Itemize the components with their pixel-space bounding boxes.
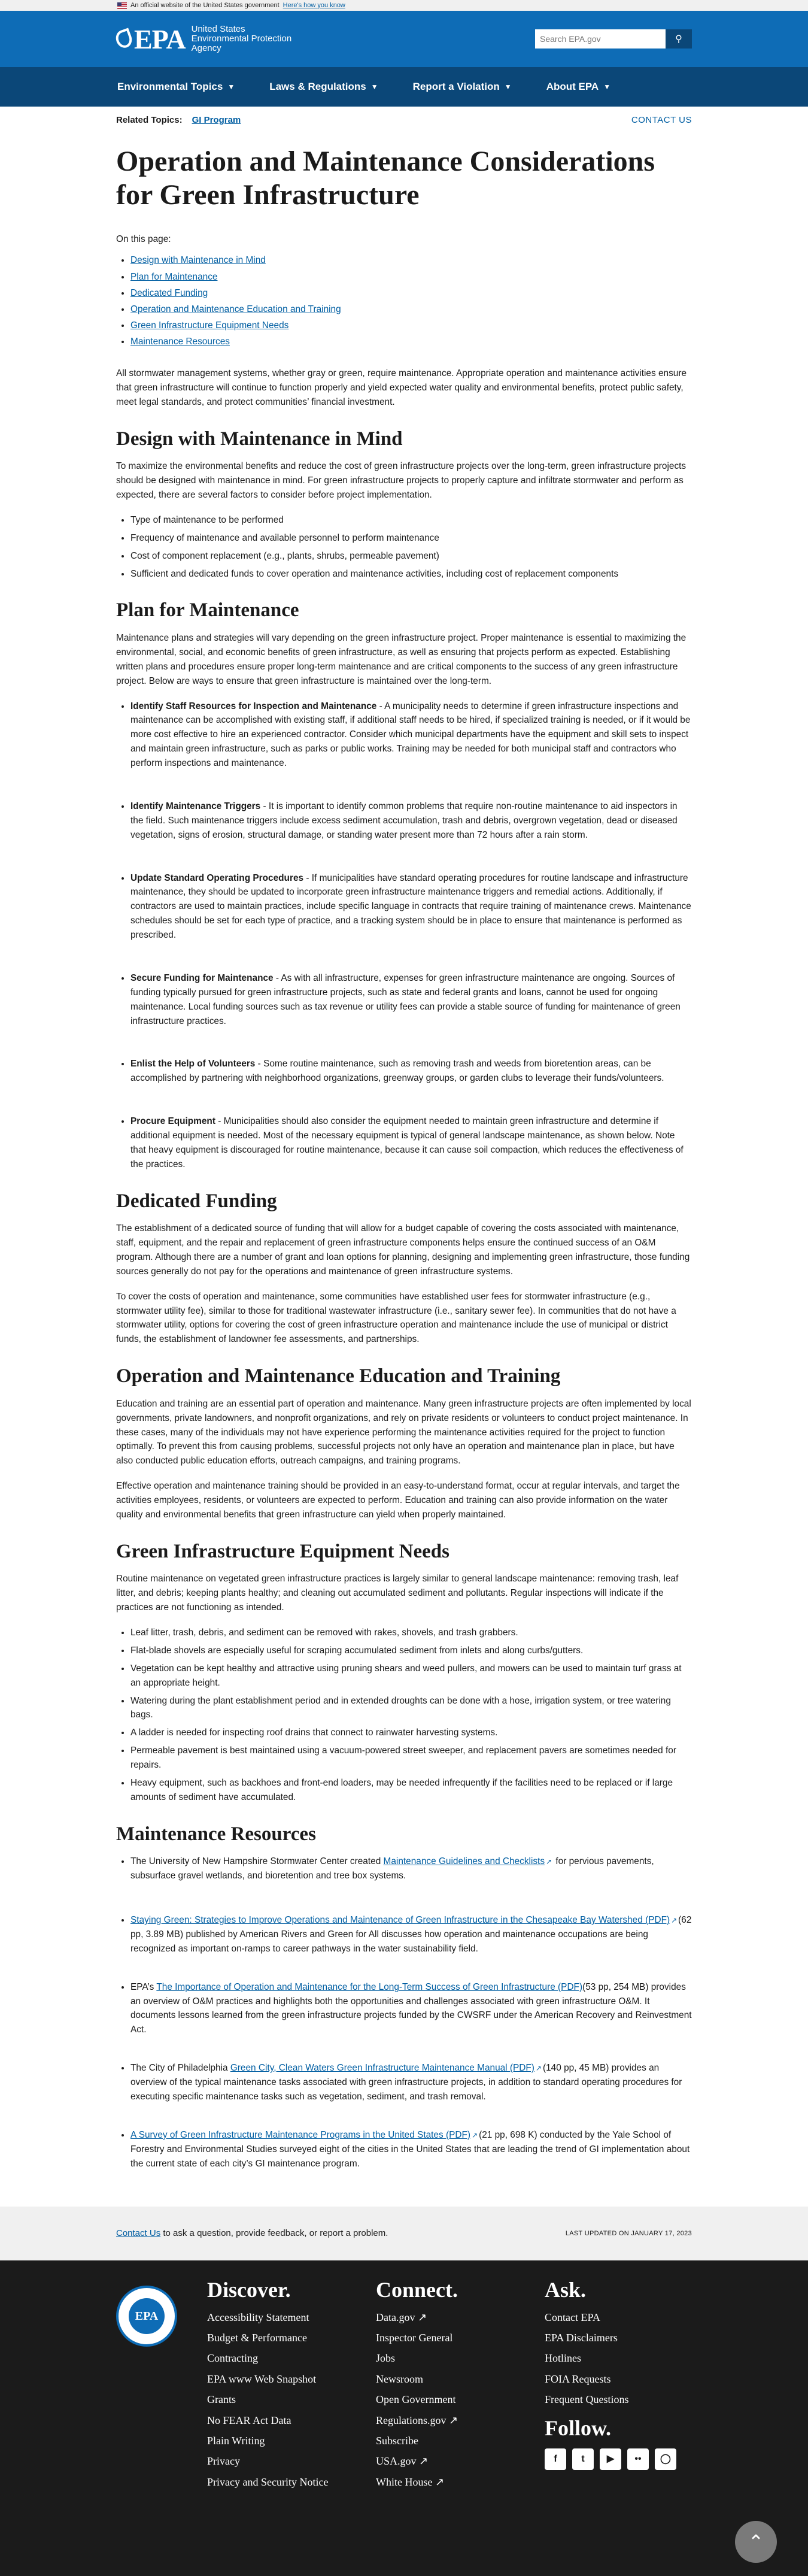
- list-item: • A Survey of Green Infrastructure Maintenance Programs in the United States (PDF) ↗ (21 pp, 698 K) conducted by the Yale School of Forestry and Environmental Studies surveyed eight of the cities in the United States that are leading the trend of GI implementation about the current state of each city’s GI maintenance program.: [130, 2128, 692, 2171]
- resource-link-staying-green[interactable]: Staying Green: Strategies to Improve Operations and Maintenance of Green Infrastructure in the Chesapeake Bay Watershed (PDF): [130, 1915, 670, 1926]
- footer-link[interactable]: Data.gov ↗: [376, 2311, 427, 2323]
- section-heading-funding: Dedicated Funding: [116, 1190, 277, 1212]
- search-icon: ⚲: [675, 34, 682, 44]
- epa-seal-inner: EPA: [129, 2298, 165, 2334]
- section-heading-plan: Plan for Maintenance: [116, 599, 299, 622]
- toc-link-resources[interactable]: Maintenance Resources: [130, 336, 230, 347]
- resource-link-yale-survey[interactable]: A Survey of Green Infrastructure Maintenance Programs in the United States (PDF): [130, 2129, 470, 2140]
- list-item: • Enlist the Help of Volunteers - Some routine maintenance, such as removing trash and weeds from bioretention areas, can be accomplished by partnering with neighborhood organizations, greenway groups, or garden clubs to leverage their funds/volunteers.: [130, 1057, 692, 1086]
- site-search: [535, 29, 692, 49]
- footer-link[interactable]: Plain Writing: [207, 2434, 265, 2447]
- equipment-paragraph: Routine maintenance on vegetated green infrastructure practices is largely similar to general landscape maintenance: removing trash, leaf litter, and debris; keeping plants healthy; and cleaning out accumulated sediment and pollutants. Regular inspections will indicate if the practices are not functioning as intended.: [116, 1574, 679, 1613]
- youtube-icon[interactable]: ▶: [600, 2448, 621, 2470]
- heres-how-link[interactable]: Here's how you know: [283, 1, 345, 9]
- footer-heading-ask: Ask.: [545, 2278, 587, 2302]
- list-item: • A ladder is needed for inspecting roof drains that connect to rainwater harvesting systems.: [130, 1726, 692, 1740]
- plan-paragraph: Maintenance plans and strategies will vary depending on the green infrastructure project. Proper maintenance is essential to maximizing the environmental, social, and economic benefits of green infrastructure, as well as ensuring that projects perform as expected. Establishing written plans and procedures ensure proper long-term maintenance and are critical components to the success of any green infrastructure project. Below are ways to ensure that green infrastructure is maintained over the long-term.: [116, 633, 687, 686]
- external-link-icon: ↗: [435, 2475, 445, 2488]
- footer-link[interactable]: Newsroom: [376, 2372, 423, 2385]
- back-to-top-button[interactable]: [735, 2521, 777, 2563]
- gov-banner-text: An official website of the United States government: [130, 1, 280, 9]
- site-header: [0, 11, 808, 67]
- education-paragraph-2: Effective operation and maintenance training should be provided in an easy-to-understand format, occur at regular intervals, and target the activities employees, residents, or volunteers are expected to perform. Education and training can also provide information on the water quality and environmental benefits that green infrastructure can yield when properly maintained.: [116, 1481, 680, 1520]
- toc-list: [130, 253, 692, 348]
- chevron-down-icon: ▼: [603, 83, 611, 91]
- list-item: • Staying Green: Strategies to Improve Operations and Maintenance of Green Infrastructure in the Chesapeake Bay Watershed (PDF) ↗ (62 pp, 3.89 MB) published by American Rivers and Green for All discusses how operation and maintenance occupations are being recognized as important on-ramps to career pathways in the water sustainability field.: [130, 1913, 692, 1956]
- resource-link-unh[interactable]: Maintenance Guidelines and Checklists: [383, 1856, 545, 1867]
- main-nav: [0, 67, 808, 107]
- footer-link[interactable]: Subscribe: [376, 2434, 418, 2447]
- external-link-icon: ↗: [472, 2130, 478, 2139]
- funding-paragraph-2: To cover the costs of operation and maintenance, some communities have established user fees for stormwater infrastructure (e.g., stormwater utility fee), similar to those for traditional wastewater infrastructure (i.e., sanitary sewer fee). In communities that do not have a stormwater utility, options for covering the cost of green infrastructure operation and maintenance include the use of municipal or district funds, the establishment of landowner fee assessments, and partnerships.: [116, 1291, 676, 1345]
- instagram-icon[interactable]: ◯: [655, 2448, 676, 2470]
- nav-environmental-topics[interactable]: Environmental Topics ▼: [117, 81, 235, 93]
- feedback-bar: [0, 2207, 808, 2260]
- contact-us-link[interactable]: CONTACT US: [631, 114, 692, 125]
- education-paragraph-1: Education and training are an essential part of operation and maintenance. Many green infrastructure projects are often implemented by local governments, private landowners, and nonprofit organizations, and rely on private residents or volunteers to conduct project maintenance. In these cases, many of the individuals may not have experience performing the maintenance activities required for the project to function optimally. To prevent this from causing problems, successful projects not only have an operation and maintenance plan in place, but have also conducted public education efforts, outreach campaigns, and training programs.: [116, 1398, 691, 1466]
- epa-leaf-icon: [114, 28, 135, 50]
- design-list: [130, 513, 692, 581]
- footer-link[interactable]: Privacy: [207, 2455, 240, 2468]
- gov-banner: [0, 0, 808, 11]
- list-item: • Frequency of maintenance and available personnel to perform maintenance: [130, 531, 692, 545]
- list-item: • Watering during the plant establishment period and in extended droughts can be done with a hose, irrigation system, or tree watering bags.: [130, 1694, 692, 1723]
- footer-link[interactable]: Frequent Questions: [545, 2393, 629, 2406]
- footer-link[interactable]: Inspector General: [376, 2331, 453, 2344]
- epa-logo-text: United States Environmental Protection Agency: [191, 24, 292, 53]
- chevron-down-icon: ▼: [227, 83, 235, 91]
- toc-link-education[interactable]: Operation and Maintenance Education and Training: [130, 304, 341, 314]
- equipment-list: [130, 1626, 692, 1805]
- footer-ask: [545, 2277, 713, 2576]
- intro-paragraph: All stormwater management systems, whether gray or green, require maintenance. Appropriate operation and maintenance activities ensure that green infrastructure will continue to function properly and yield expected water quality and environmental benefits, protect public safety, meet legal standards, and protect communities’ financial investment.: [116, 368, 687, 407]
- list-item: • Heavy equipment, such as backhoes and front-end loaders, may be needed infrequently if the facilities need to be replaced or if large amounts of sediment have accumulated.: [130, 1776, 692, 1805]
- chevron-down-icon: ▼: [504, 83, 512, 91]
- footer-heading-connect: Connect.: [376, 2278, 458, 2302]
- toc-link-design[interactable]: Design with Maintenance in Mind: [130, 255, 266, 266]
- section-heading-design: Design with Maintenance in Mind: [116, 428, 403, 450]
- footer-link[interactable]: Budget & Performance: [207, 2331, 307, 2344]
- page-title: Operation and Maintenance Considerations for Green Infrastructure: [116, 146, 655, 211]
- footer-link[interactable]: EPA Disclaimers: [545, 2331, 618, 2344]
- footer-link[interactable]: Open Government: [376, 2393, 456, 2406]
- related-topics-bar: [116, 107, 692, 129]
- resource-link-philadelphia[interactable]: Green City, Clean Waters Green Infrastructure Maintenance Manual (PDF): [230, 2063, 534, 2074]
- list-item: • Procure Equipment - Municipalities should also consider the equipment needed to maintain green infrastructure and determine if additional equipment is needed. Most of the necessary equipment is typical of general landscape maintenance, as shown below. Note that heavy equipment is discouraged for routine maintenance, because it can cause soil compaction, which reduces the effectiveness of the practices.: [130, 1114, 692, 1172]
- on-this-page-label: On this page:: [116, 234, 171, 245]
- flickr-icon[interactable]: ••: [627, 2448, 649, 2470]
- list-item: • Identify Maintenance Triggers - It is important to identify common problems that require non-routine maintenance to aid inspectors in the field. Such maintenance triggers include excess sediment accumulation, trash and debris, overgrown vegetation, dead or diseased vegetation, signs of erosion, structural damage, or standing water present more than 72 hours after a rain storm.: [130, 799, 692, 842]
- main-content: [116, 107, 692, 2171]
- toc-link-funding[interactable]: Dedicated Funding: [130, 287, 208, 298]
- list-item: • EPA’s The Importance of Operation and Maintenance for the Long-Term Success of Green Infrastructure (PDF)(53 pp, 254 MB) provides an overview of O&M practices and highlights both the opportunities and challenges associated with green infrastructure O&M. It documents lessons learned from the green infrastructure projects funded by the CWSRF under the American Recovery and Reinvestment Act.: [130, 1980, 692, 2038]
- external-link-icon: ↗: [419, 2455, 429, 2468]
- toc-link-equipment[interactable]: Green Infrastructure Equipment Needs: [130, 320, 289, 331]
- footer-link[interactable]: Privacy and Security Notice: [207, 2475, 329, 2488]
- external-link-icon: ↗: [449, 2414, 458, 2426]
- section-heading-education: Operation and Maintenance Education and Training: [116, 1365, 561, 1387]
- nav-report-violation[interactable]: Report a Violation ▼: [412, 81, 512, 93]
- list-item: • Secure Funding for Maintenance - As with all infrastructure, expenses for green infrastructure maintenance are ongoing. Sources of funding typically pursued for green infrastructure projects, such as state and federal grants and loans, cannot be used for ongoing maintenance. Local funding sources such as tax revenue or utility fees can provide a stable source of funding for maintenance of green infrastructure practices.: [130, 971, 692, 1029]
- list-item: • Update Standard Operating Procedures - If municipalities have standard operating procedures for routine landscape and infrastructure maintenance, they should be updated to incorporate green infrastructure maintenance triggers and remedial actions. Additionally, if contractors are used to maintain practices, include specific language in contracts that require training of maintenance crews. Maintenance schedules should be set for each type of practice, and a tracking system should be in place to ensure that maintenance is performed as prescribed.: [130, 871, 692, 942]
- list-item: • Permeable pavement is best maintained using a vacuum-powered street sweeper, and replacement pavers are sometimes needed for repairs.: [130, 1744, 692, 1772]
- nav-about-epa[interactable]: About EPA ▼: [546, 81, 611, 93]
- epa-logo-mark: EPA: [116, 19, 186, 60]
- footer-link[interactable]: Contracting: [207, 2352, 258, 2365]
- us-flag-icon: [117, 2, 127, 9]
- related-topics-label: Related Topics:: [116, 114, 183, 125]
- footer-connect: [376, 2277, 545, 2576]
- footer-link[interactable]: White House ↗: [376, 2475, 445, 2488]
- on-this-page: [116, 232, 692, 348]
- footer-heading-follow: Follow.: [545, 2416, 612, 2440]
- external-link-icon: ↗: [546, 1857, 552, 1866]
- last-updated: LAST UPDATED ON JANUARY 17, 2023: [565, 2230, 692, 2238]
- section-heading-equipment: Green Infrastructure Equipment Needs: [116, 1540, 450, 1562]
- epa-seal[interactable]: [116, 2286, 177, 2347]
- footer-heading-discover: Discover.: [207, 2278, 291, 2302]
- design-paragraph: To maximize the environmental benefits and reduce the cost of green infrastructure projects over the long-term, green infrastructure projects should be designed with maintenance in mind. For green infrastructure projects to properly capture and infiltrate stormwater and perform as expected, there are several factors to consider before project implementation.: [116, 461, 687, 501]
- footer-link[interactable]: Accessibility Statement: [207, 2311, 309, 2323]
- search-button[interactable]: [666, 29, 692, 49]
- footer-link[interactable]: FOIA Requests: [545, 2372, 611, 2385]
- facebook-icon[interactable]: f: [545, 2448, 566, 2470]
- external-link-icon: ↗: [535, 2064, 542, 2073]
- site-footer: [0, 2260, 808, 2576]
- section-heading-resources: Maintenance Resources: [116, 1823, 316, 1845]
- toc-link-plan[interactable]: Plan for Maintenance: [130, 271, 218, 282]
- footer-link[interactable]: Jobs: [376, 2352, 396, 2365]
- footer-link[interactable]: USA.gov ↗: [376, 2455, 429, 2468]
- chevron-down-icon: ▼: [370, 83, 378, 91]
- contact-us-feedback-link[interactable]: Contact Us: [116, 2228, 161, 2239]
- search-input[interactable]: [535, 29, 666, 49]
- external-link-icon: ↗: [417, 2311, 427, 2323]
- nav-laws-regulations[interactable]: Laws & Regulations ▼: [269, 81, 378, 93]
- list-item: • Cost of component replacement (e.g., plants, shrubs, permeable pavement): [130, 549, 692, 563]
- plan-list: [130, 699, 692, 1172]
- list-item: • Identify Staff Resources for Inspection and Maintenance - A municipality needs to determine if green infrastructure inspections and maintenance can be accomplished with existing staff, if additional staff needs to be hired, if specialized training is needed, or if it would be more cost effective to hire an experienced contractor. Consider which municipal departments have the equipment and skill sets to inspect and maintain green infrastructure, such as parks or public works. Training may be needed for both municipal staff and contractors who perform inspections and maintenance.: [130, 699, 692, 771]
- list-item: • Sufficient and dedicated funds to cover operation and maintenance activities, including cost of replacement components: [130, 567, 692, 581]
- funding-paragraph-1: The establishment of a dedicated source of funding that will allow for a budget capable of covering the costs associated with maintenance, staff, equipment, and the repair and replacement of green infrastructure components helps ensure the continued success of an O&M program. Although there are a number of grant and loan options for planning, designing and implementing green infrastructure, those funding sources generally do not pay for the operations and maintenance of green infrastructure systems.: [116, 1223, 690, 1277]
- social-icons: [545, 2448, 713, 2470]
- feedback-text: to ask a question, provide feedback, or report a problem.: [160, 2228, 388, 2239]
- resources-list: [130, 1854, 692, 2171]
- footer-link[interactable]: Contact EPA: [545, 2311, 600, 2323]
- related-topic-link[interactable]: GI Program: [192, 114, 241, 125]
- resource-link-epa-om[interactable]: The Importance of Operation and Maintenance for the Long-Term Success of Green Infrastructure (PDF): [156, 1981, 583, 1992]
- footer-link[interactable]: No FEAR Act Data: [207, 2414, 291, 2426]
- chevron-up-icon: ⌃: [748, 2531, 764, 2553]
- footer-link[interactable]: Hotlines: [545, 2352, 581, 2365]
- footer-link[interactable]: EPA www Web Snapshot: [207, 2372, 317, 2385]
- list-item: • The City of Philadelphia Green City, Clean Waters Green Infrastructure Maintenance Manual (PDF) ↗ (140 pp, 45 MB) provides an overview of the typical maintenance tasks associated with green infrastructure projects, in addition to standard operating procedures for executing specific maintenance tasks such as vegetation, sediment, and trash removal.: [130, 2061, 692, 2104]
- external-link-icon: ↗: [671, 1916, 678, 1925]
- list-item: • Type of maintenance to be performed: [130, 513, 692, 528]
- list-item: • Flat-blade shovels are especially useful for scraping accumulated sediment from inlets and along curbs/gutters.: [130, 1644, 692, 1658]
- footer-link[interactable]: Grants: [207, 2393, 236, 2406]
- list-item: • Vegetation can be kept healthy and attractive using pruning shears and weed pullers, and mowers can be used to maintain turf grass at an appropriate height.: [130, 1662, 692, 1690]
- twitter-icon[interactable]: t: [572, 2448, 594, 2470]
- list-item: • The University of New Hampshire Stormwater Center created Maintenance Guidelines and Checklists ↗ for pervious pavements, subsurface gravel wetlands, and bioretention and tree box systems.: [130, 1854, 692, 1883]
- epa-logo[interactable]: [116, 19, 291, 60]
- footer-discover: [207, 2277, 376, 2576]
- footer-link[interactable]: Regulations.gov ↗: [376, 2414, 458, 2426]
- list-item: • Leaf litter, trash, debris, and sediment can be removed with rakes, shovels, and trash grabbers.: [130, 1626, 692, 1640]
